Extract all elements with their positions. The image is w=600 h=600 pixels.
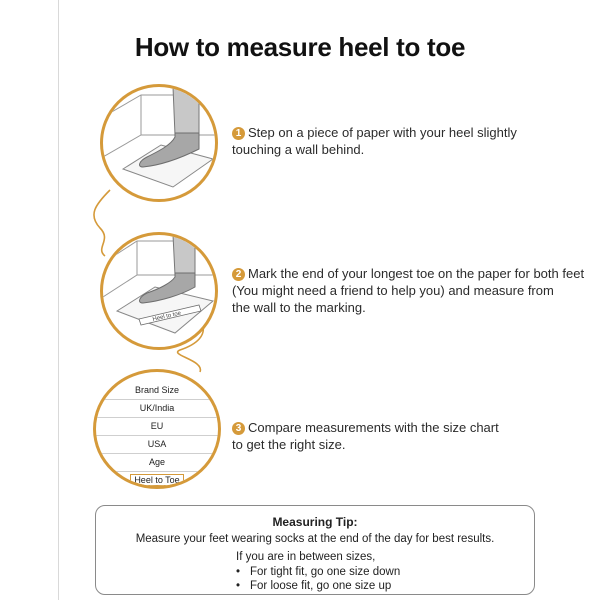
tip-bullet-text: For tight fit, go one size down xyxy=(250,566,401,578)
step-1-text xyxy=(232,124,517,158)
list-item xyxy=(236,579,400,593)
step3-illustration xyxy=(93,369,221,489)
size-chart-row: EU xyxy=(96,418,218,436)
heel-to-toe-cell: Heel to Toe xyxy=(130,474,183,486)
step-1-line: touching a wall behind. xyxy=(232,142,365,157)
step-3-number-badge: 3 xyxy=(232,422,245,435)
measuring-tip-box xyxy=(95,505,535,595)
tip-body: Measure your feet wearing socks at the end of the day for best results. xyxy=(135,533,495,545)
step-2-line: (You might need a friend to help you) and measure from xyxy=(232,283,554,298)
list-item xyxy=(236,565,400,579)
step2-illustration xyxy=(100,232,218,350)
tip-subtext: If you are in between sizes, xyxy=(236,551,376,563)
size-chart-row: Brand Size xyxy=(96,382,218,400)
size-chart-row: USA xyxy=(96,436,218,454)
tip-list xyxy=(236,565,400,593)
step-3-line: to get the right size. xyxy=(232,437,346,452)
step-1-line: Step on a piece of paper with your heel slightly xyxy=(248,125,517,140)
step-1-number-badge: 1 xyxy=(232,127,245,140)
tip-bullet-text: For loose fit, go one size up xyxy=(250,580,392,592)
size-chart xyxy=(96,382,218,489)
step1-illustration xyxy=(100,84,218,202)
bullet-icon: • xyxy=(236,580,241,592)
bullet-icon: • xyxy=(236,566,241,578)
step-2-number-badge: 2 xyxy=(232,268,245,281)
ruler-label: Heel to toe xyxy=(152,310,182,323)
step-3-text xyxy=(232,419,499,453)
step-2-text xyxy=(232,265,584,316)
step-3-line: Compare measurements with the size chart xyxy=(248,420,499,435)
page-title: How to measure heel to toe xyxy=(134,32,466,62)
step-2-line: Mark the end of your longest toe on the paper for both feet xyxy=(248,266,585,281)
size-chart-row: Age xyxy=(96,454,218,472)
step-2-line: the wall to the marking. xyxy=(232,300,366,315)
size-chart-row: UK/India xyxy=(96,400,218,418)
tip-heading: Measuring Tip: xyxy=(272,515,358,529)
